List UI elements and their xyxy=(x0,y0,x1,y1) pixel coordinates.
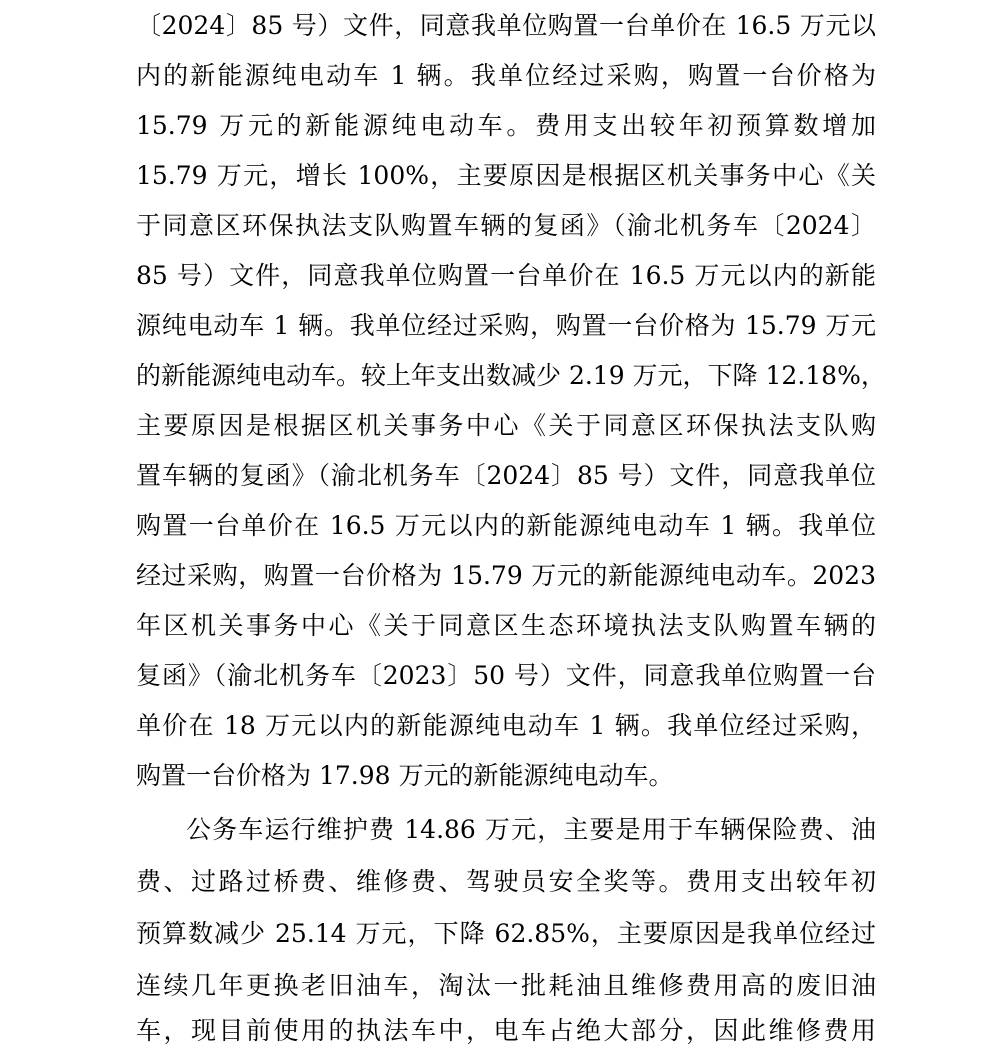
text-line: 置车辆的复函》（渝北机务车〔2024〕85 号）文件，同意我单位 xyxy=(136,461,876,490)
text-line: 的新能源纯电动车。较上年支出数减少 2.19 万元，下降 12.18%， xyxy=(136,361,886,390)
text-line: 预算数减少 25.14 万元，下降 62.85%，主要原因是我单位经过 xyxy=(136,919,876,948)
text-line: 主要原因是根据区机关事务中心《关于同意区环保执法支队购 xyxy=(136,411,876,440)
text-line: 内的新能源纯电动车 1 辆。我单位经过采购，购置一台价格为 xyxy=(136,61,876,90)
text-line: 连续几年更换老旧油车，淘汰一批耗油且维修费用高的废旧油 xyxy=(136,971,876,1000)
text-line: 85 号）文件，同意我单位购置一台单价在 16.5 万元以内的新能 xyxy=(136,261,876,290)
text-line: 15.79 万元的新能源纯电动车。费用支出较年初预算数增加 xyxy=(136,111,876,140)
text-line: 经过采购，购置一台价格为 15.79 万元的新能源纯电动车。2023 xyxy=(136,561,876,590)
text-line: 单价在 18 万元以内的新能源纯电动车 1 辆。我单位经过采购， xyxy=(136,711,876,740)
text-line: 公务车运行维护费 14.86 万元，主要是用于车辆保险费、油 xyxy=(186,815,876,844)
text-line: 费、过路过桥费、维修费、驾驶员安全奖等。费用支出较年初 xyxy=(136,867,876,896)
text-line: 购置一台单价在 16.5 万元以内的新能源纯电动车 1 辆。我单位 xyxy=(136,511,876,540)
text-line: 车，现目前使用的执法车中，电车占绝大部分，因此维修费用 xyxy=(136,1016,876,1045)
text-line: 年区机关事务中心《关于同意区生态环境执法支队购置车辆的 xyxy=(136,611,876,640)
text-line: 源纯电动车 1 辆。我单位经过采购，购置一台价格为 15.79 万元 xyxy=(136,311,876,340)
text-line: 复函》（渝北机务车〔2023〕50 号）文件，同意我单位购置一台 xyxy=(136,661,876,690)
text-line: 〔2024〕85 号）文件，同意我单位购置一台单价在 16.5 万元以 xyxy=(136,11,876,40)
text-line: 15.79 万元，增长 100%，主要原因是根据区机关事务中心《关 xyxy=(136,161,876,190)
text-line: 于同意区环保执法支队购置车辆的复函》（渝北机务车〔2024〕 xyxy=(136,211,876,240)
text-line: 购置一台价格为 17.98 万元的新能源纯电动车。 xyxy=(136,761,674,790)
